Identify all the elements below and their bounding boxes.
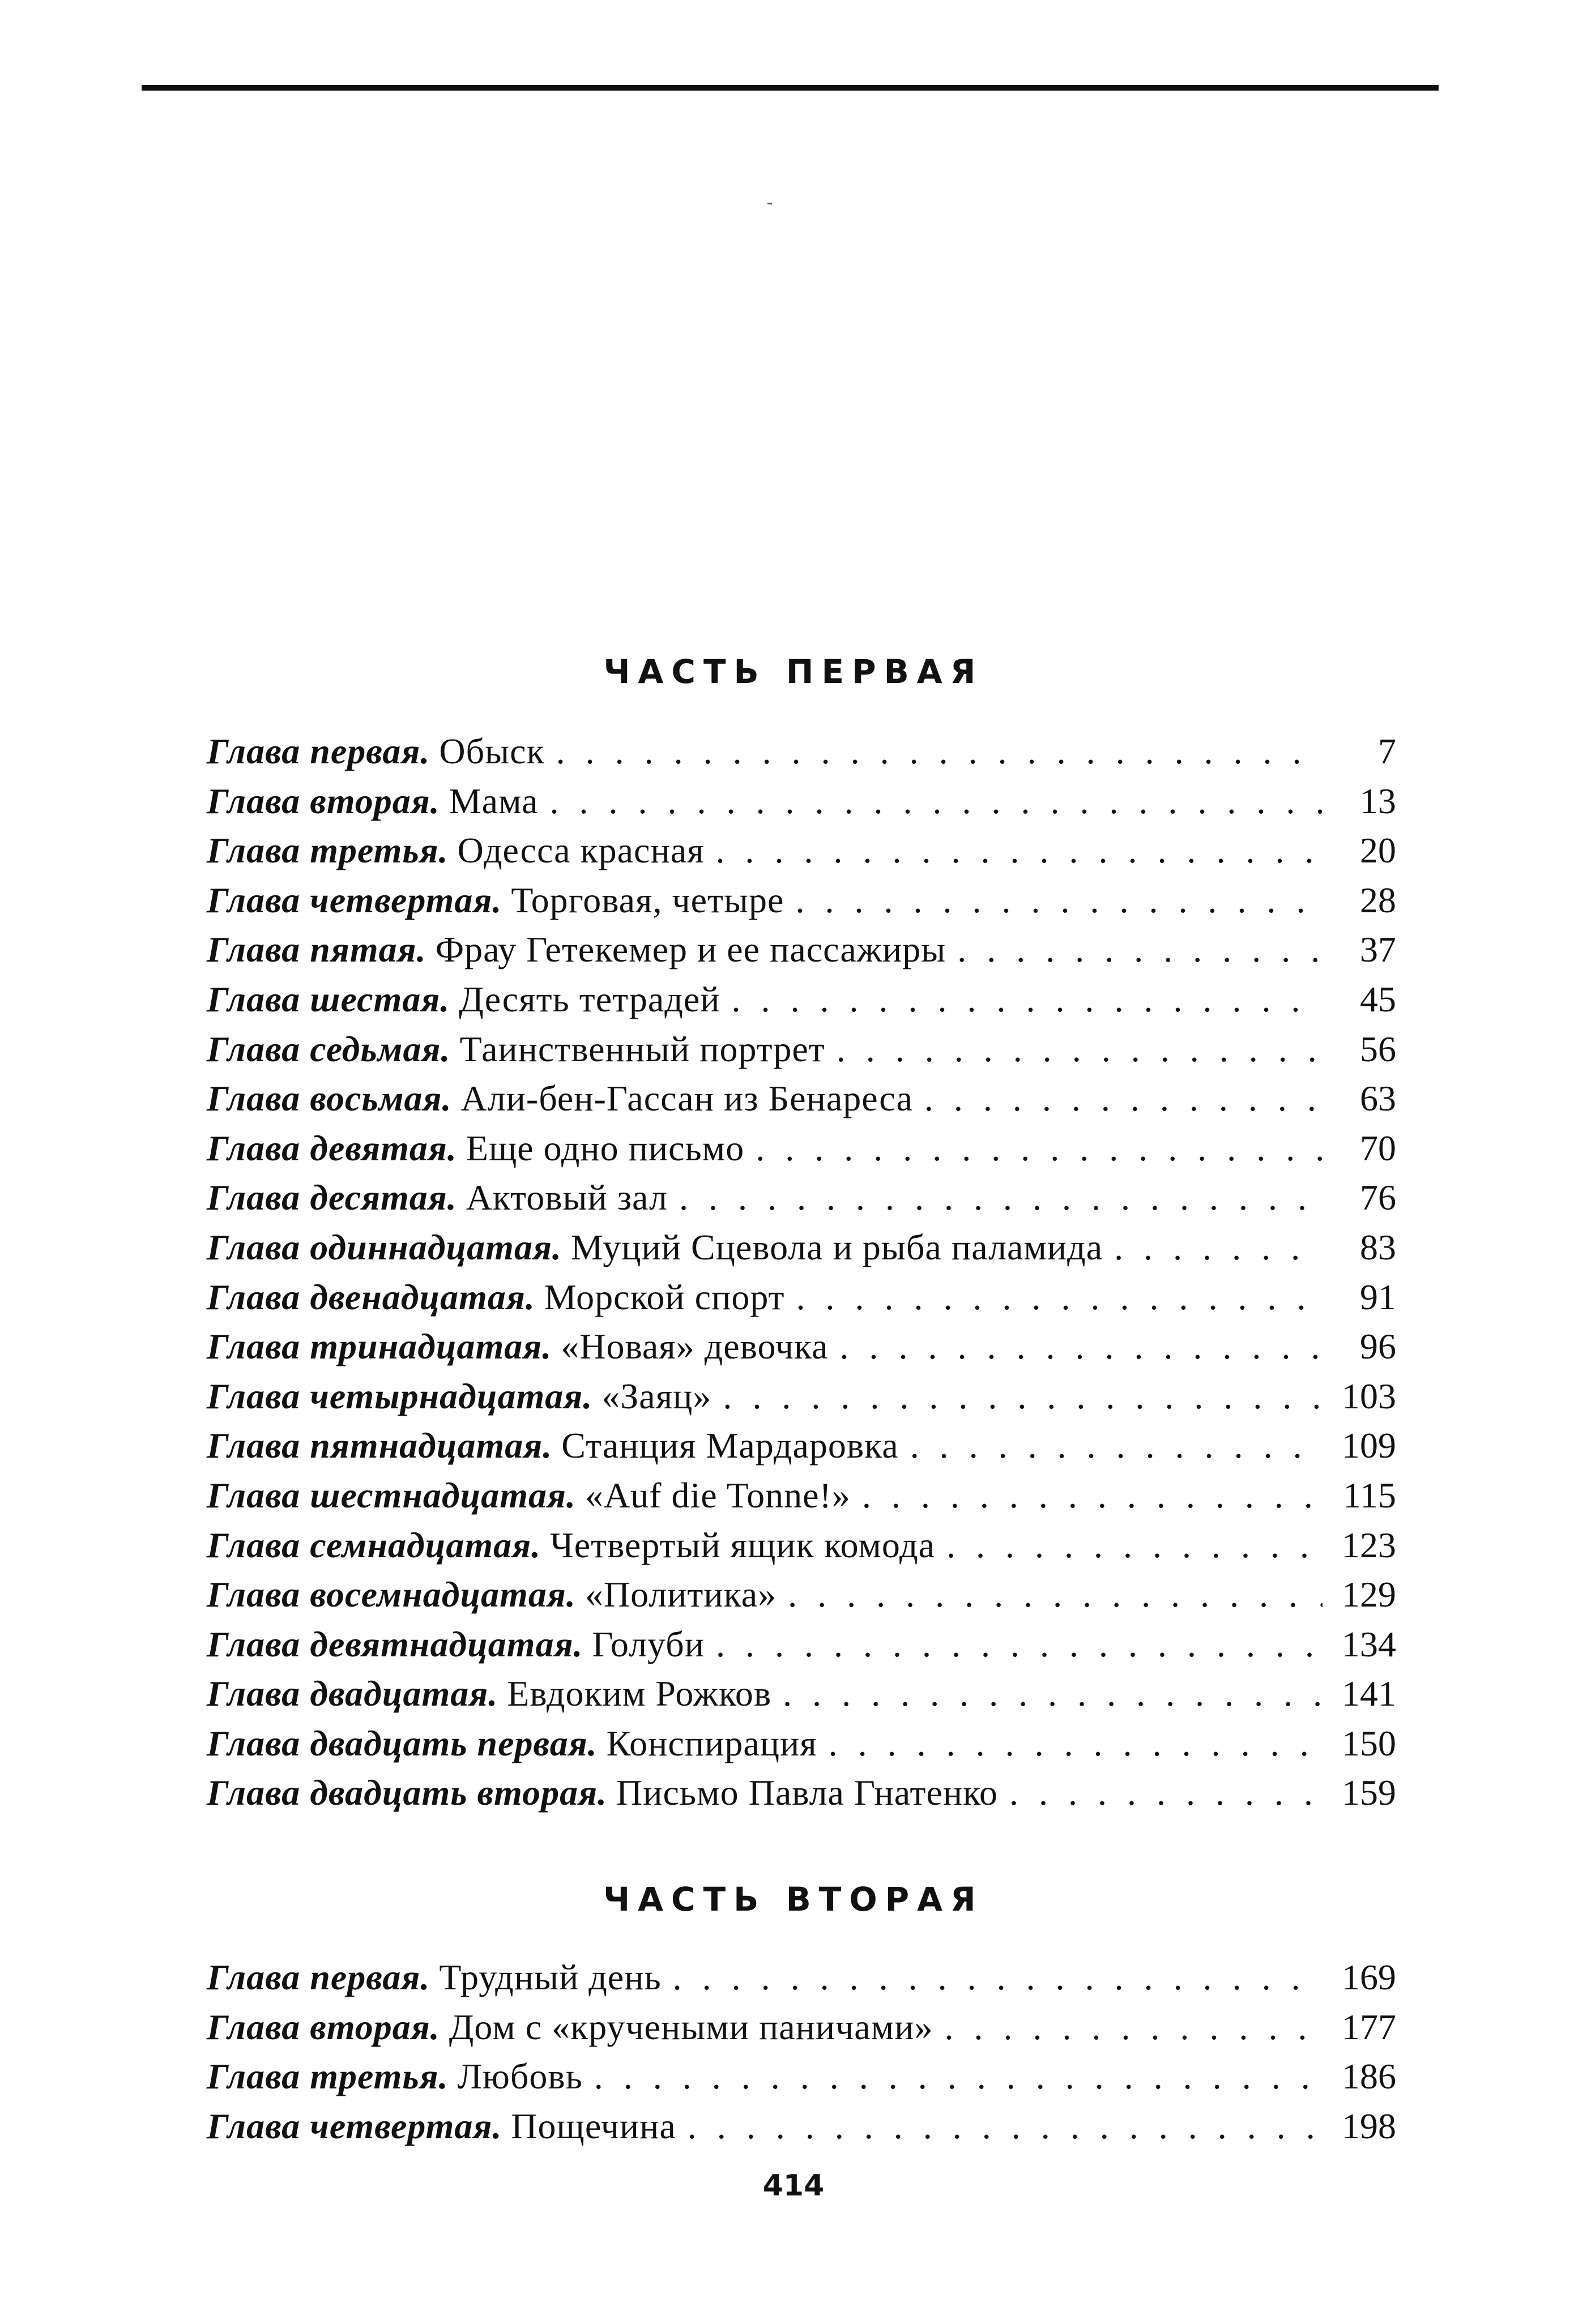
separator-space [541, 1524, 550, 1566]
chapter-label: Глава шестая. [207, 979, 450, 1019]
chapter-label: Глава восьмая. [207, 1078, 452, 1119]
page-ref: 56 [1360, 1028, 1396, 1069]
part-one-heading: ЧАСТЬ ПЕРВАЯ [603, 652, 984, 691]
toc-part-two [207, 1956, 1396, 2155]
separator-space [552, 1425, 561, 1467]
chapter-label: Глава шестнадцатая. [207, 1475, 576, 1515]
toc-entry [207, 1956, 1396, 2006]
chapter-label: Глава седьмая. [207, 1028, 451, 1069]
separator-space [440, 2006, 449, 2048]
chapter-title: Таинственный портрет [459, 1028, 825, 1069]
dot-leader [840, 1326, 1323, 1368]
chapter-label: Глава девятнадцатая. [207, 1624, 583, 1664]
page-ref: 103 [1342, 1375, 1396, 1416]
toc-entry [207, 1078, 1396, 1127]
dot-leader [723, 1375, 1322, 1417]
toc-entry [207, 1127, 1396, 1177]
separator-space [430, 1956, 439, 1998]
separator-space [457, 1177, 466, 1219]
separator-space [502, 879, 511, 921]
separator-space [430, 730, 439, 772]
page-ref: 134 [1342, 1624, 1396, 1664]
toc-entry [207, 1723, 1396, 1772]
chapter-label: Глава двадцать первая. [207, 1723, 598, 1763]
chapter-title: Любовь [457, 2056, 583, 2097]
chapter-label: Глава третья. [207, 2056, 449, 2097]
page-ref: 70 [1360, 1127, 1396, 1168]
chapter-title: Обыск [439, 731, 545, 771]
dot-leader [788, 1574, 1322, 1616]
dot-leader [688, 2105, 1322, 2147]
chapter-title: Письмо Павла Гнатенко [616, 1772, 998, 1813]
toc-entry [207, 1276, 1396, 1326]
chapter-label: Глава двадцатая. [207, 1673, 498, 1714]
chapter-title: «Auf die Tonne!» [585, 1475, 851, 1515]
chapter-label: Глава вторая. [207, 2006, 440, 2047]
chapter-label: Глава десятая. [207, 1177, 457, 1218]
chapter-label: Глава первая. [207, 731, 430, 771]
page-number: 414 [762, 2169, 825, 2203]
chapter-label: Глава двадцать вторая. [207, 1772, 608, 1813]
dot-leader [679, 1177, 1322, 1219]
chapter-title: Голуби [592, 1624, 705, 1664]
toc-entry [207, 1326, 1396, 1375]
chapter-label: Глава тринадцатая. [207, 1326, 552, 1367]
page-ref: 7 [1378, 731, 1396, 771]
chapter-title: Дом с «кручеными паничами» [449, 2006, 933, 2047]
separator-space [583, 1624, 592, 1665]
chapter-title: Фрау Гетекемер и ее пассажиры [435, 929, 946, 970]
chapter-title: Конспирация [606, 1723, 817, 1763]
dot-leader [795, 879, 1322, 921]
toc-entry [207, 730, 1396, 780]
dot-leader [550, 780, 1322, 822]
toc-entry [207, 1425, 1396, 1475]
dot-leader [556, 730, 1322, 772]
page-ref: 198 [1342, 2105, 1396, 2146]
separator-space [502, 2105, 511, 2147]
page-ref: 150 [1342, 1723, 1396, 1763]
page-ref: 123 [1342, 1524, 1396, 1565]
page-ref: 109 [1342, 1425, 1396, 1466]
chapter-title: Пощечина [511, 2105, 676, 2146]
page-ref: 141 [1342, 1673, 1396, 1714]
page-ref: 96 [1360, 1326, 1396, 1367]
separator-space [449, 2056, 458, 2097]
toc-entry [207, 1475, 1396, 1524]
page-ref: 45 [1360, 979, 1396, 1019]
toc-entry [207, 2056, 1396, 2105]
dot-leader [957, 929, 1322, 971]
dot-leader [862, 1475, 1322, 1516]
page-ref: 129 [1342, 1574, 1396, 1615]
chapter-title: Актовый зал [466, 1177, 668, 1218]
dot-leader [829, 1723, 1322, 1765]
chapter-label: Глава вторая. [207, 780, 440, 821]
dot-leader [716, 830, 1322, 872]
page-ref: 91 [1360, 1276, 1396, 1317]
chapter-title: Еще одно письмо [466, 1127, 745, 1168]
separator-space [498, 1673, 507, 1715]
chapter-label: Глава девятая. [207, 1127, 457, 1168]
dot-leader [910, 1425, 1322, 1467]
separator-space [607, 1772, 616, 1814]
chapter-title: Десять тетрадей [459, 979, 720, 1019]
toc-entry [207, 1772, 1396, 1822]
page-ref: 159 [1342, 1772, 1396, 1813]
toc-part-one [207, 730, 1396, 1822]
dot-leader [1114, 1227, 1322, 1268]
separator-space [552, 1326, 561, 1368]
page-ref: 83 [1360, 1227, 1396, 1267]
chapter-title: Евдоким Рожков [507, 1673, 772, 1714]
toc-entry [207, 2006, 1396, 2056]
separator-space [426, 929, 436, 971]
part-two-heading: ЧАСТЬ ВТОРАЯ [603, 1880, 984, 1919]
dot-leader [594, 2056, 1322, 2097]
chapter-label: Глава восемнадцатая. [207, 1574, 576, 1615]
separator-space [592, 1375, 601, 1417]
separator-space [450, 979, 459, 1020]
chapter-title: Морской спорт [544, 1276, 785, 1317]
dot-leader [756, 1127, 1322, 1169]
page-ref: 76 [1360, 1177, 1396, 1218]
page-ref: 115 [1343, 1475, 1396, 1515]
chapter-label: Глава пятнадцатая. [207, 1425, 553, 1466]
toc-entry [207, 1673, 1396, 1723]
page-ref: 37 [1360, 929, 1396, 970]
toc-entry [207, 1375, 1396, 1425]
toc-entry [207, 830, 1396, 879]
chapter-label: Глава третья. [207, 830, 449, 871]
chapter-label: Глава одиннадцатая. [207, 1227, 562, 1267]
dot-leader [783, 1673, 1322, 1715]
chapter-title: Торговая, четыре [511, 879, 784, 920]
dot-leader [1009, 1772, 1322, 1814]
separator-space [440, 780, 449, 822]
chapter-label: Глава четырнадцатая. [207, 1375, 593, 1416]
chapter-label: Глава четвертая. [207, 2105, 502, 2146]
chapter-title: Муций Сцевола и рыба паламида [570, 1227, 1103, 1267]
dot-leader [731, 979, 1322, 1020]
print-speck [767, 203, 772, 204]
dot-leader [924, 1078, 1322, 1120]
separator-space [449, 830, 458, 872]
page-ref: 20 [1360, 830, 1396, 871]
separator-space [457, 1127, 466, 1169]
separator-space [576, 1574, 585, 1616]
toc-entry [207, 879, 1396, 929]
page-ref: 28 [1360, 879, 1396, 920]
chapter-title: «Политика» [585, 1574, 777, 1615]
toc-entry [207, 1624, 1396, 1673]
toc-entry [207, 780, 1396, 830]
page-ref: 63 [1360, 1078, 1396, 1119]
chapter-label: Глава четвертая. [207, 879, 502, 920]
toc-entry [207, 1524, 1396, 1574]
dot-leader [944, 2006, 1322, 2048]
separator-space [562, 1227, 571, 1268]
dot-leader [673, 1956, 1322, 1998]
chapter-title: Трудный день [439, 1957, 662, 1997]
chapter-title: Мама [449, 780, 539, 821]
page-ref: 177 [1342, 2006, 1396, 2047]
separator-space [451, 1078, 460, 1120]
separator-space [598, 1723, 607, 1765]
toc-entry [207, 1227, 1396, 1276]
toc-entry [207, 1574, 1396, 1624]
dot-leader [716, 1624, 1322, 1665]
page-ref: 169 [1342, 1957, 1396, 1997]
chapter-label: Глава семнадцатая. [207, 1524, 541, 1565]
toc-entry [207, 979, 1396, 1028]
chapter-label: Глава пятая. [207, 929, 426, 970]
dot-leader [796, 1276, 1322, 1318]
toc-entry [207, 1177, 1396, 1227]
page-ref: 186 [1342, 2056, 1396, 2097]
chapter-title: «Заяц» [601, 1375, 712, 1416]
page-ref: 13 [1360, 780, 1396, 821]
chapter-title: Четвертый ящик комода [550, 1524, 935, 1565]
chapter-title: Одесса красная [457, 830, 705, 871]
top-rule [142, 85, 1439, 91]
chapter-title: «Новая» девочка [561, 1326, 829, 1367]
separator-space [535, 1276, 544, 1318]
chapter-title: Станция Мардаровка [561, 1425, 899, 1466]
chapter-label: Глава первая. [207, 1957, 430, 1997]
chapter-title: Али-бен-Гассан из Бенареса [460, 1078, 913, 1119]
separator-space [450, 1028, 459, 1070]
toc-entry [207, 1028, 1396, 1078]
dot-leader [946, 1524, 1322, 1566]
dot-leader [837, 1028, 1322, 1070]
toc-entry [207, 2105, 1396, 2155]
chapter-label: Глава двенадцатая. [207, 1276, 535, 1317]
toc-entry [207, 929, 1396, 979]
separator-space [576, 1475, 585, 1516]
